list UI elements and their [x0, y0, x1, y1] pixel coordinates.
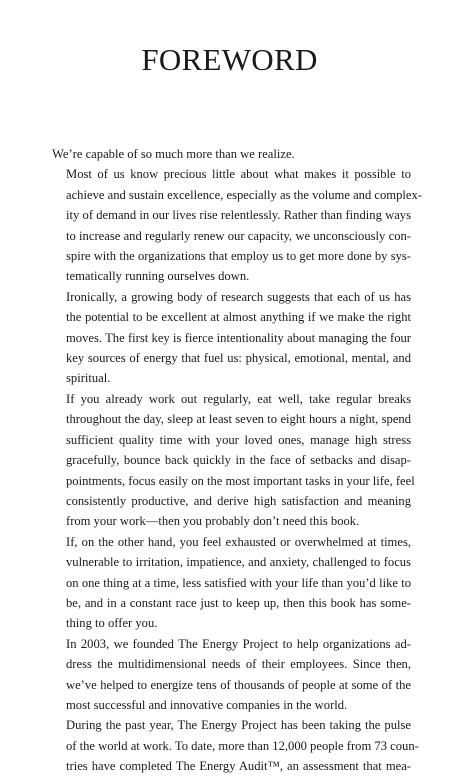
- text-line: most successful and innovative companies in the world.: [66, 697, 348, 712]
- paragraph: [52, 144, 411, 164]
- text-line: consistently productive, and derive high satisfaction and meaning: [66, 493, 411, 508]
- text-line: Ironically, a growing body of research suggests that each of us has: [66, 289, 411, 304]
- paragraph: [52, 715, 419, 776]
- paragraph: [52, 532, 411, 634]
- text-line: from your work—then you probably don’t need this book.: [66, 514, 360, 529]
- text-line: on one thing at a time, less satisfied with your life than you’d like to: [66, 575, 411, 590]
- text-line: moves. The first key is fierce intentionality about managing the four: [66, 330, 411, 345]
- text-line: throughout the day, sleep at least seven to eight hours a night, spend: [66, 412, 411, 427]
- text-line: In 2003, we founded The Energy Project to help organizations ad-: [66, 636, 411, 651]
- text-line: thing to offer you.: [66, 616, 158, 631]
- text-line: vulnerable to irritation, impatience, and anxiety, challenged to focus: [66, 555, 411, 570]
- text-line: spiritual.: [66, 371, 111, 386]
- text-line: Most of us know precious little about what makes it possible to: [66, 167, 411, 182]
- paragraph: [52, 634, 411, 716]
- foreword-body: [52, 144, 422, 777]
- text-line: sufficient quality time with your loved ones, manage high stress: [66, 432, 411, 447]
- text-line: If, on the other hand, you feel exhausted or overwhelmed at times,: [66, 534, 411, 549]
- text-line: spire with the organizations that employ us to get more done by sys-: [66, 249, 411, 264]
- text-line: be, and in a constant race just to keep up, then this book has some-: [66, 595, 411, 610]
- paragraph: [52, 164, 422, 286]
- text-line: pointments, focus easily on the most important tasks in your life, feel: [66, 473, 415, 488]
- text-line: gracefully, bounce back quickly in the face of setbacks and disap-: [66, 453, 411, 468]
- text-line: dress the multidimensional needs of their employees. Since then,: [66, 657, 411, 672]
- page-title: FOREWORD: [141, 42, 318, 77]
- paragraph: [52, 287, 411, 389]
- text-line: of the world at work. To date, more than 12,000 people from 73 coun-: [66, 738, 419, 753]
- text-line: If you already work out regularly, eat well, take regular breaks: [66, 391, 411, 406]
- text-line: to increase and regularly renew our capacity, we unconsciously con-: [66, 228, 411, 243]
- text-line: We’re capable of so much more than we realize.: [52, 147, 295, 161]
- text-line: tematically running ourselves down.: [66, 269, 250, 284]
- paragraph: [52, 389, 415, 532]
- text-line: the potential to be excellent at almost anything if we make the right: [66, 310, 411, 325]
- text-line: key sources of energy that fuel us: physical, emotional, mental, and: [66, 351, 411, 366]
- text-line: achieve and sustain excellence, especially as the volume and complex-: [66, 187, 422, 202]
- text-line: During the past year, The Energy Project has been taking the pulse: [66, 718, 411, 733]
- text-line: ity of demand in our lives rise relentlessly. Rather than finding ways: [66, 208, 411, 223]
- text-line: we’ve helped to energize tens of thousands of people at some of the: [66, 677, 411, 692]
- text-line: tries have completed The Energy Audit™, an assessment that mea-: [66, 759, 411, 774]
